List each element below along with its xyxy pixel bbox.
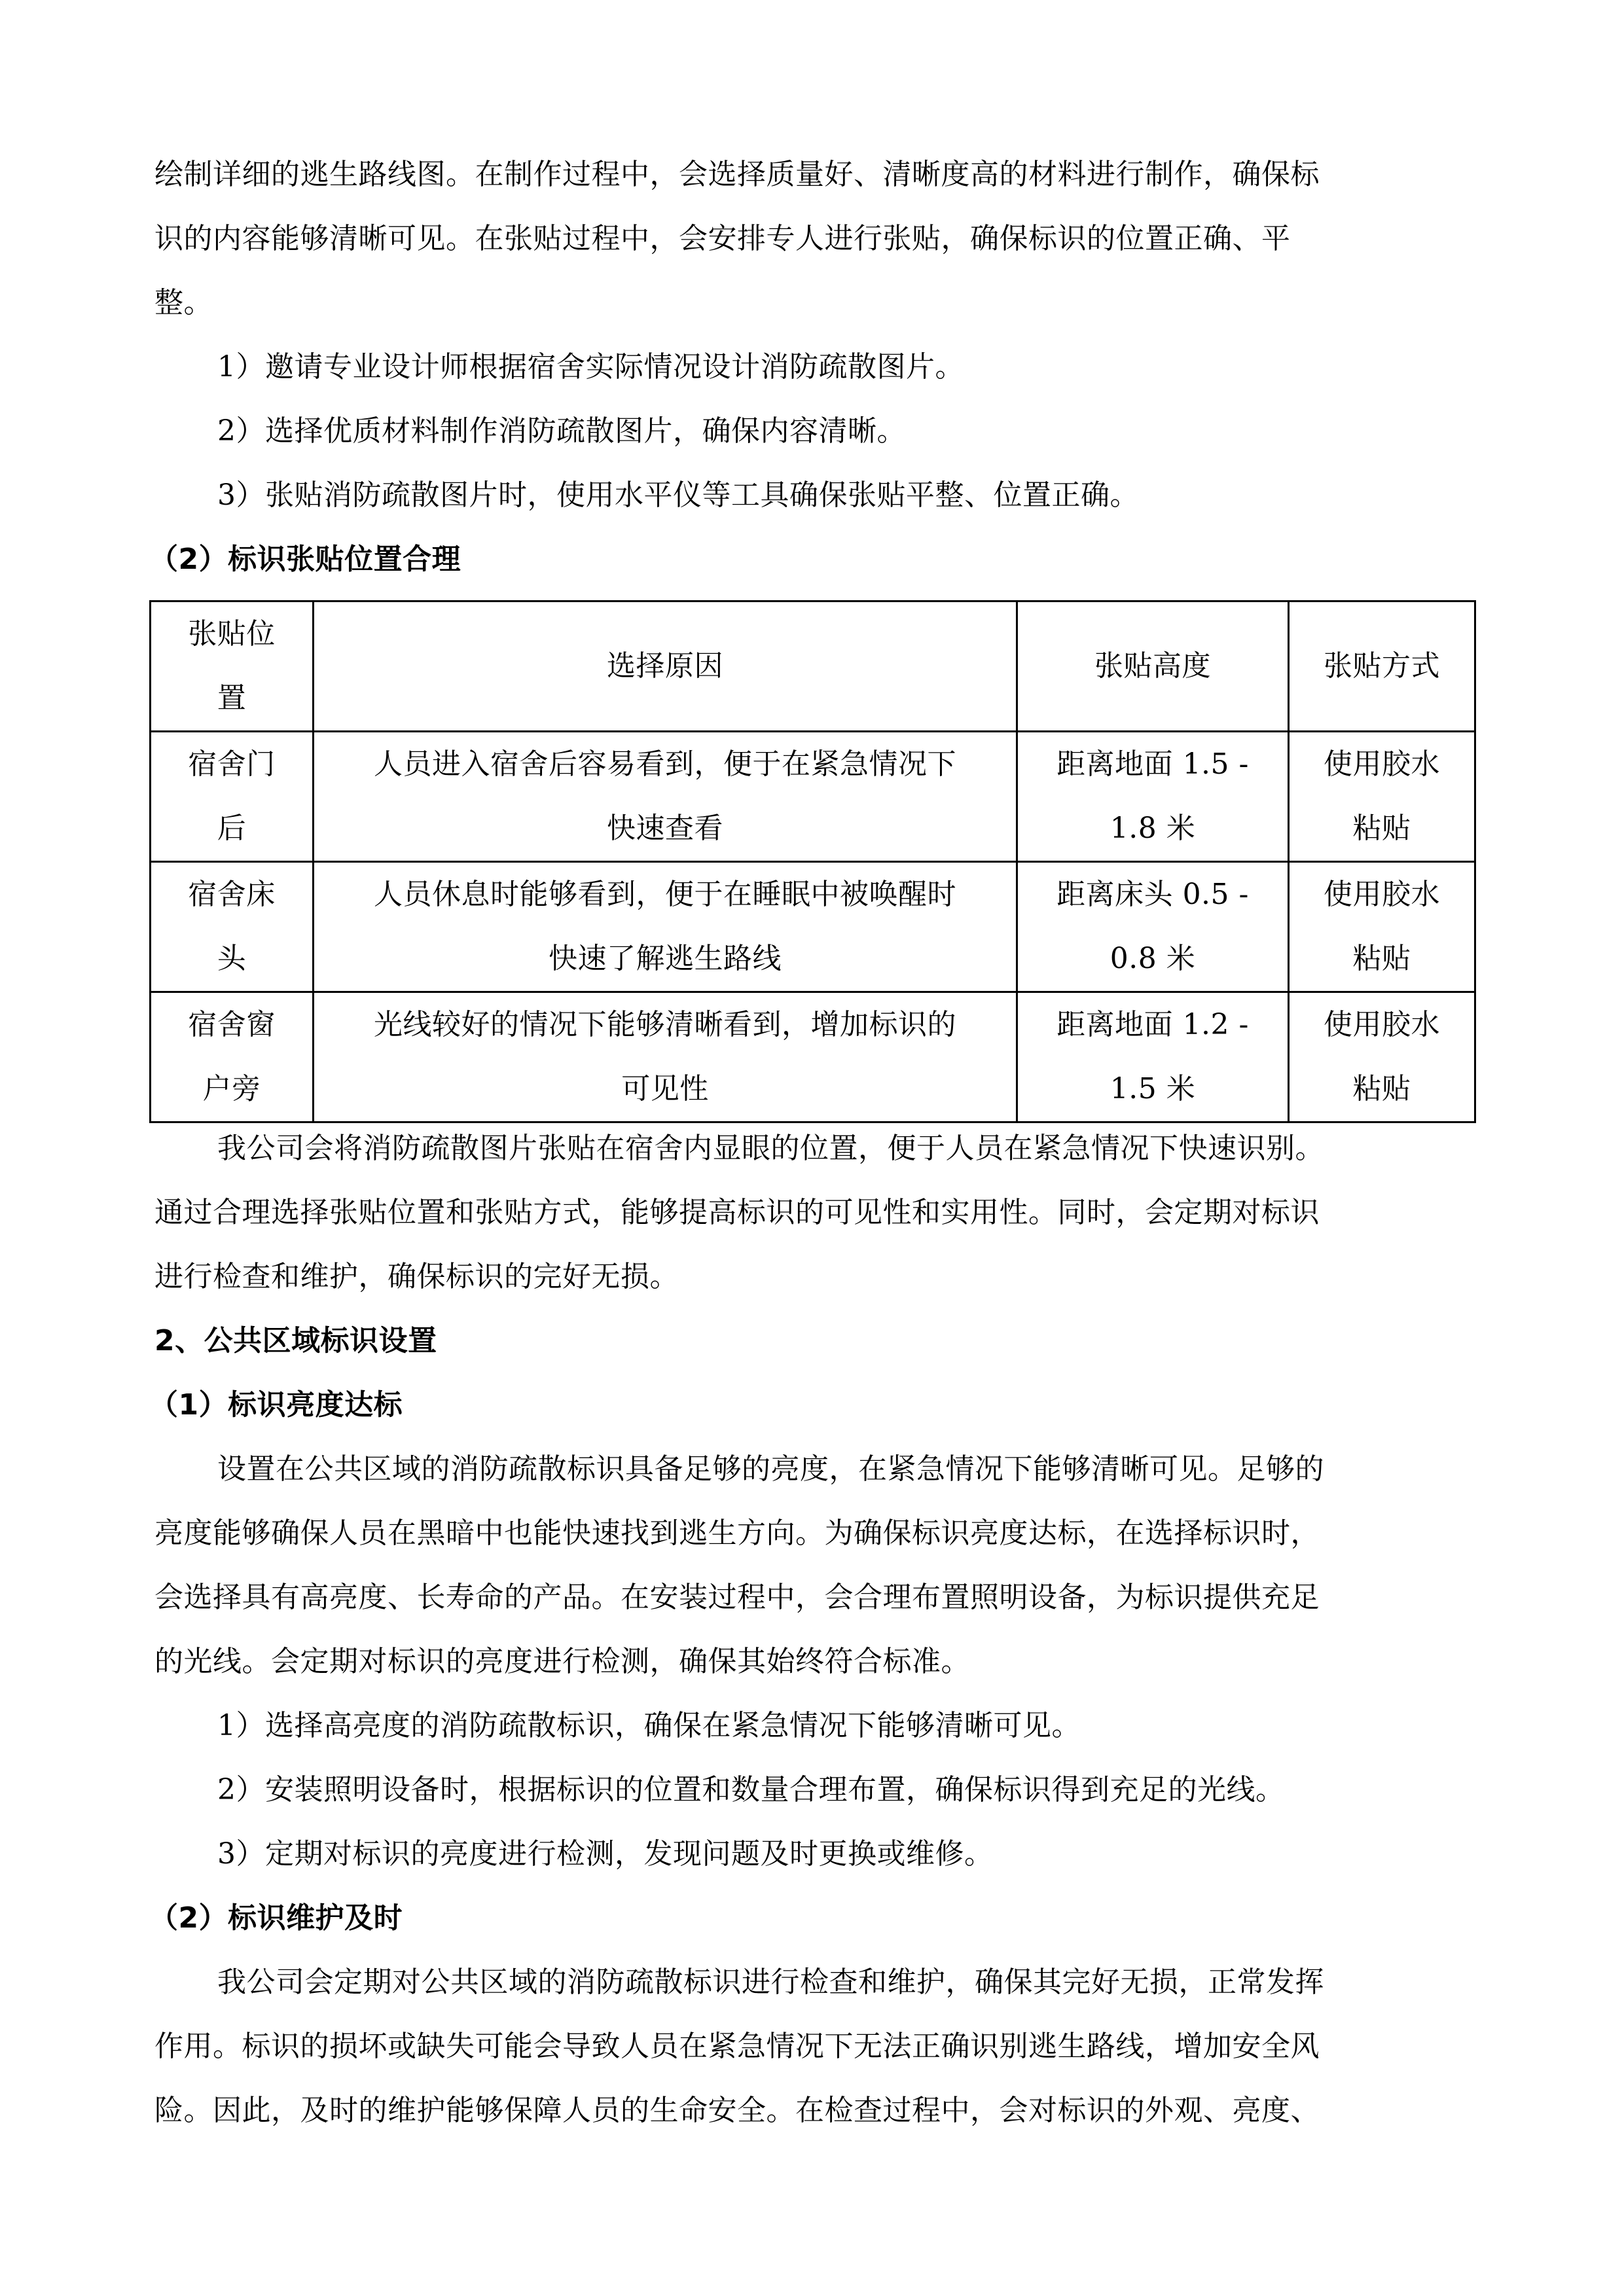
section-2-heading: 2、公共区域标识设置 <box>154 1324 437 1357</box>
brightness-line-3: 会选择具有高亮度、长寿命的产品。在安装过程中，会合理布置照明设备，为标识提供充足 <box>154 1581 1320 1614</box>
cell-location: 宿舍门 后 <box>151 732 314 862</box>
maintenance-line-3: 险。因此，及时的维护能够保障人员的生命安全。在检查过程中，会对标识的外观、亮度、 <box>154 2094 1320 2127</box>
after-table-line-1: 我公司会将消防疏散图片张贴在宿舍内显眼的位置，便于人员在紧急情况下快速识别。 <box>217 1132 1324 1165</box>
after-table-line-2: 通过合理选择张贴位置和张贴方式，能够提高标识的可见性和实用性。同时，会定期对标识 <box>154 1196 1320 1229</box>
cell-reason: 光线较好的情况下能够清晰看到，增加标识的 可见性 <box>314 992 1017 1122</box>
table-row <box>151 862 1475 992</box>
cell-location: 宿舍窗 户旁 <box>151 992 314 1122</box>
cell-method: 使用胶水 粘贴 <box>1289 862 1475 992</box>
table-header-row <box>151 601 1475 732</box>
header-method: 张贴方式 <box>1289 601 1475 732</box>
header-location: 张贴位 置 <box>151 601 314 732</box>
table-row <box>151 992 1475 1122</box>
placement-table <box>149 600 1476 1123</box>
maintenance-line-1: 我公司会定期对公共区域的消防疏散标识进行检查和维护，确保其完好无损，正常发挥 <box>217 1965 1324 1999</box>
cell-method: 使用胶水 粘贴 <box>1289 992 1475 1122</box>
cell-location: 宿舍床 头 <box>151 862 314 992</box>
cell-height: 距离床头 0.5 - 0.8 米 <box>1017 862 1289 992</box>
after-table-line-3: 进行检查和维护，确保标识的完好无损。 <box>154 1260 679 1293</box>
cell-method: 使用胶水 粘贴 <box>1289 732 1475 862</box>
cell-reason: 人员进入宿舍后容易看到，便于在紧急情况下 快速查看 <box>314 732 1017 862</box>
brightness-line-1: 设置在公共区域的消防疏散标识具备足够的亮度，在紧急情况下能够清晰可见。足够的 <box>217 1452 1324 1486</box>
list-item: 2）安装照明设备时，根据标识的位置和数量合理布置，确保标识得到充足的光线。 <box>217 1773 1285 1806</box>
list-item: 2）选择优质材料制作消防疏散图片，确保内容清晰。 <box>217 414 906 448</box>
list-item: 1）邀请专业设计师根据宿舍实际情况设计消防疏散图片。 <box>217 350 964 384</box>
header-reason: 选择原因 <box>314 601 1017 732</box>
cell-reason: 人员休息时能够看到，便于在睡眠中被唤醒时 快速了解逃生路线 <box>314 862 1017 992</box>
list-item: 1）选择高亮度的消防疏散标识，确保在紧急情况下能够清晰可见。 <box>217 1709 1081 1742</box>
list-item: 3）张贴消防疏散图片时，使用水平仪等工具确保张贴平整、位置正确。 <box>217 478 1139 512</box>
intro-line-1: 绘制详细的逃生路线图。在制作过程中，会选择质量好、清晰度高的材料进行制作，确保标 <box>154 158 1320 191</box>
brightness-line-2: 亮度能够确保人员在黑暗中也能快速找到逃生方向。为确保标识亮度达标，在选择标识时， <box>154 1516 1320 1550</box>
cell-height: 距离地面 1.5 - 1.8 米 <box>1017 732 1289 862</box>
list-item: 3）定期对标识的亮度进行检测，发现问题及时更换或维修。 <box>217 1837 994 1871</box>
brightness-line-4: 的光线。会定期对标识的亮度进行检测，确保其始终符合标准。 <box>154 1645 970 1678</box>
document-body-top <box>149 143 1474 592</box>
intro-line-3: 整。 <box>154 286 213 319</box>
cell-height: 距离地面 1.2 - 1.5 米 <box>1017 992 1289 1122</box>
table-row <box>151 732 1475 862</box>
intro-line-2: 识的内容能够清晰可见。在张贴过程中，会安排专人进行张贴，确保标识的位置正确、平 <box>154 222 1291 255</box>
document-body-bottom <box>149 1117 1474 2143</box>
subheading-maintenance: （2）标识维护及时 <box>149 1901 403 1935</box>
header-height: 张贴高度 <box>1017 601 1289 732</box>
subheading-brightness: （1）标识亮度达标 <box>149 1388 403 1422</box>
subheading-placement: （2）标识张贴位置合理 <box>149 543 461 576</box>
maintenance-line-2: 作用。标识的损坏或缺失可能会导致人员在紧急情况下无法正确识别逃生路线，增加安全风 <box>154 2030 1320 2063</box>
